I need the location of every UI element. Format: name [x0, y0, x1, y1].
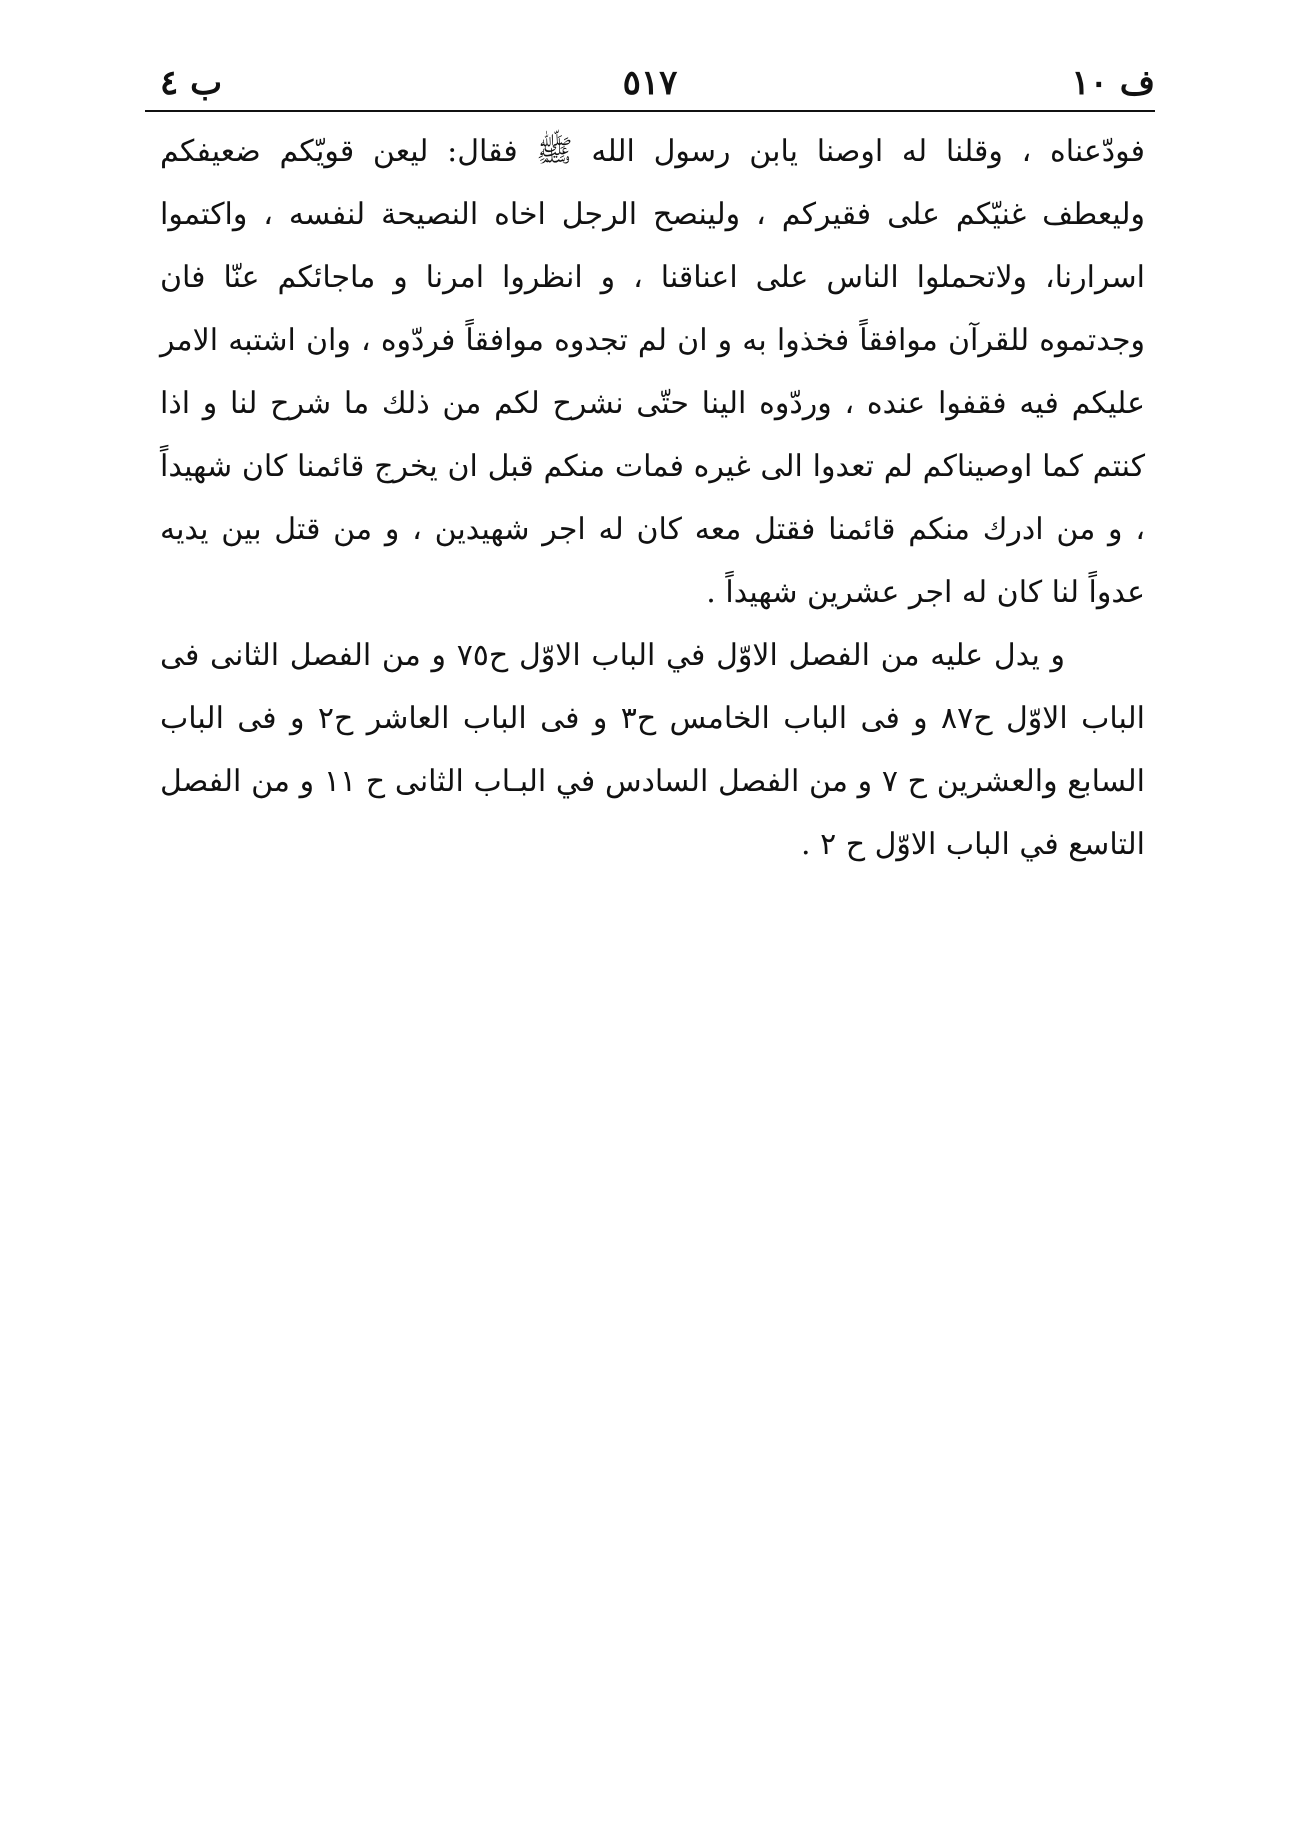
header-divider: [145, 110, 1155, 112]
chapter-label: ف ١٠: [1071, 63, 1155, 103]
page-number: ٥١٧: [622, 63, 678, 103]
paragraph-references: و يدل عليه من الفصل الاوّل في الباب الاوّل ح٧٥ و من الفصل الثانى فى الباب الاوّل ح٨٧ و فى الباب الخامس ح٣ و فى الباب العاشر ح٢ و فى الباب السابع والعشرين ح ٧ و من الفصل السادس في البـاب الثانى ح ١١ و من الفصل التاسع في الباب الاوّل ح ٢ .: [160, 638, 1146, 862]
section-label: ب ٤: [160, 63, 223, 103]
paragraph-hadith: فودّعناه ، وقلنا له اوصنا يابن رسول الله ﷺ فقال: ليعن قويّكم ضعيفكم وليعطف غنيّكم على فقيركم ، ولينصح الرجل اخاه النصيحة لنفسه ، واكتموا اسرارنا، ولاتحملوا الناس على اعناقنا ، و انظروا امرنا و ماجائكم عنّا فان وجدتموه للقرآن موافقاً فخذوا به و ان لم تجدوه موافقاً فردّوه ، وان اشتبه الامر عليكم فيه فقفوا عنده ، وردّوه الينا حتّى نشرح لكم من ذلك ما شرح لنا و اذا كنتم كما اوصيناكم لم تعدوا الى غيره فمات منكم قبل ان يخرج قائمنا كان شهيداً ، و من ادرك منكم قائمنا فقتل معه كان له اجر شهيدين ، و من قتل بين يديه عدواً لنا كان له اجر عشرين شهيداً .: [160, 134, 1145, 610]
body-text: [160, 120, 1145, 876]
page-header: [145, 55, 1155, 111]
